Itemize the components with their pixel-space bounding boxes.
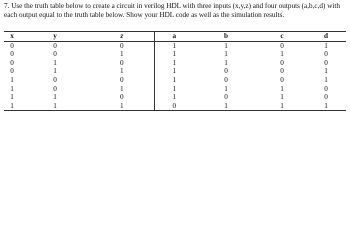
header-y: y: [20, 32, 90, 42]
cell-b: 0: [224, 93, 228, 102]
cell-z: 1: [119, 67, 124, 76]
cell-c: 0: [280, 41, 284, 50]
cell-d: 1: [324, 75, 328, 84]
cell-z: 0: [119, 75, 124, 84]
cell-y: 0: [53, 50, 57, 59]
cell-a: 1: [154, 76, 194, 85]
cell-b: 1: [224, 41, 228, 50]
header-d: d: [306, 32, 346, 42]
table-row: [4, 41, 346, 50]
cell-d: 0: [324, 50, 328, 59]
cell-z: 0: [119, 93, 124, 102]
cell-x: 0: [10, 58, 14, 67]
cell-x: 1: [10, 84, 14, 93]
cell-z: 0: [119, 41, 124, 50]
header-z: z: [90, 32, 154, 42]
cell-x: 1: [4, 102, 20, 111]
cell-a: 0: [154, 102, 194, 111]
cell-b: 1: [224, 58, 228, 67]
cell-x: 0: [10, 50, 14, 59]
cell-a: 1: [154, 59, 194, 68]
cell-x: 1: [10, 75, 14, 84]
cell-c: 0: [280, 58, 284, 67]
table-row: [4, 93, 346, 102]
cell-y: 1: [53, 67, 57, 76]
cell-y: 1: [53, 58, 57, 67]
cell-z: 1: [119, 84, 124, 93]
cell-d: 0: [324, 84, 328, 93]
table-row: [4, 59, 346, 68]
cell-b: 1: [224, 84, 228, 93]
cell-a: 1: [154, 85, 194, 94]
cell-d: 1: [306, 102, 346, 111]
cell-y: 0: [53, 84, 57, 93]
cell-b: 1: [194, 102, 258, 111]
header-x: x: [4, 32, 20, 42]
truth-table-header-row: [4, 32, 346, 42]
table-row: [4, 85, 346, 94]
cell-a: 1: [154, 50, 194, 59]
cell-d: 1: [324, 41, 328, 50]
header-c: c: [258, 32, 306, 42]
question-text: 7. Use the truth table below to create a circuit in verilog HDL with three inputs (x,y,z) and four outputs (a,b,c,d) with each output equal to the truth table below. Show your HDL code as well as the simulation results.: [4, 2, 340, 19]
table-row: [4, 102, 346, 111]
cell-a: 1: [154, 67, 194, 76]
cell-x: 1: [10, 93, 14, 102]
cell-z: 1: [90, 102, 154, 111]
cell-c: 1: [258, 102, 306, 111]
cell-y: 0: [53, 41, 57, 50]
cell-b: 0: [224, 67, 228, 76]
cell-d: 0: [324, 93, 328, 102]
cell-z: 0: [119, 58, 124, 67]
cell-b: 0: [224, 75, 228, 84]
cell-c: 0: [280, 67, 284, 76]
cell-c: 1: [280, 84, 284, 93]
cell-a: 1: [154, 93, 194, 102]
cell-y: 1: [53, 93, 57, 102]
cell-y: 1: [20, 102, 90, 111]
header-b: b: [194, 32, 258, 42]
cell-a: 1: [154, 41, 194, 50]
cell-x: 0: [10, 41, 14, 50]
cell-b: 1: [224, 50, 228, 59]
cell-y: 0: [53, 75, 57, 84]
cell-c: 1: [280, 93, 284, 102]
cell-d: 1: [324, 67, 328, 76]
table-row: [4, 67, 346, 76]
cell-c: 0: [280, 75, 284, 84]
cell-c: 1: [280, 50, 284, 59]
cell-x: 0: [10, 67, 14, 76]
table-row: [4, 76, 346, 85]
cell-d: 0: [324, 58, 328, 67]
header-a: a: [154, 32, 194, 42]
truth-table: [4, 31, 346, 111]
table-row: [4, 50, 346, 59]
cell-z: 1: [119, 50, 124, 59]
